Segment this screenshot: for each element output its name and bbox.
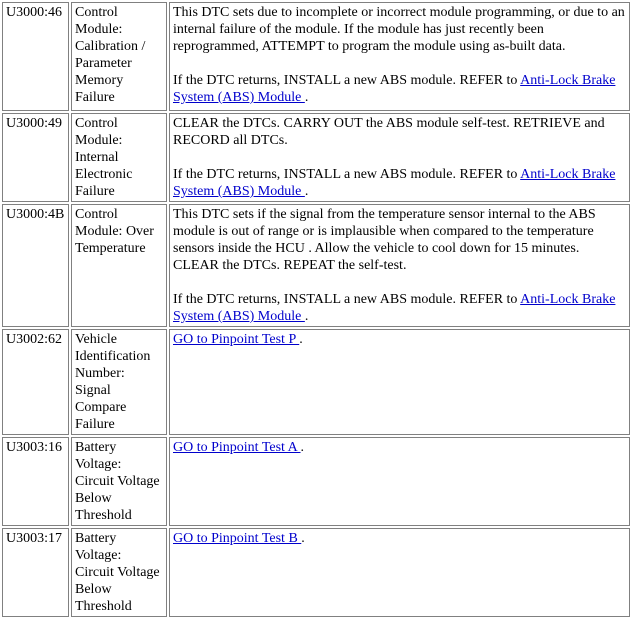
table-row: [2, 528, 630, 617]
dtc-description: Battery Voltage: Circuit Voltage Below Threshold: [71, 528, 167, 617]
dtc-code: U3000:4B: [2, 204, 69, 327]
abs-module-link[interactable]: Anti-Lock Brake System (ABS) Module: [173, 292, 616, 324]
dtc-description: Control Module: Internal Electronic Failure: [71, 113, 167, 202]
dtc-action: [169, 528, 630, 617]
abs-module-link[interactable]: Anti-Lock Brake System (ABS) Module: [173, 167, 616, 199]
followup-text: If the DTC returns, INSTALL a new ABS module. REFER to Anti-Lock Brake System (ABS) Module .: [173, 292, 616, 324]
followup-text: GO to Pinpoint Test A .: [173, 440, 305, 455]
dtc-action: [169, 2, 630, 111]
followup-text: If the DTC returns, INSTALL a new ABS module. REFER to Anti-Lock Brake System (ABS) Module .: [173, 167, 616, 199]
action-text: CLEAR the DTCs. CARRY OUT the ABS module self-test. RETRIEVE and RECORD all DTCs.: [173, 116, 605, 148]
dtc-description: Control Module: Over Temperature: [71, 204, 167, 327]
pinpoint-test-a-link[interactable]: GO to Pinpoint Test A: [173, 440, 301, 455]
dtc-description: Vehicle Identification Number: Signal Compare Failure: [71, 329, 167, 435]
table-row: [2, 204, 630, 327]
action-text: This DTC sets if the signal from the temperature sensor internal to the ABS module is out of range or is implausible when compared to the temperature sensors inside the HCU . Allow the vehicle to cool down for 15 minutes. CLEAR the DTCs. REPEAT the self-test.: [173, 207, 596, 273]
dtc-code: U3003:16: [2, 437, 69, 526]
pinpoint-test-p-link[interactable]: GO to Pinpoint Test P: [173, 332, 300, 347]
abs-module-link[interactable]: Anti-Lock Brake System (ABS) Module: [173, 73, 616, 105]
dtc-action: [169, 329, 630, 435]
table-row: [2, 437, 630, 526]
dtc-code: U3002:62: [2, 329, 69, 435]
table-row: [2, 329, 630, 435]
dtc-action: [169, 204, 630, 327]
dtc-action: [169, 113, 630, 202]
followup-text: GO to Pinpoint Test B .: [173, 531, 305, 546]
table-row: [2, 2, 630, 111]
dtc-description: Battery Voltage: Circuit Voltage Below Threshold: [71, 437, 167, 526]
dtc-code: U3003:17: [2, 528, 69, 617]
followup-text: GO to Pinpoint Test P .: [173, 332, 303, 347]
pinpoint-test-b-link[interactable]: GO to Pinpoint Test B: [173, 531, 302, 546]
action-text: This DTC sets due to incomplete or incorrect module programming, or due to an internal failure of the module. If the module has just recently been reprogrammed, ATTEMPT to program the module using as-built data.: [173, 5, 625, 54]
dtc-action: [169, 437, 630, 526]
dtc-description: Control Module: Calibration / Parameter Memory Failure: [71, 2, 167, 111]
dtc-code: U3000:46: [2, 2, 69, 111]
table-row: [2, 113, 630, 202]
followup-text: If the DTC returns, INSTALL a new ABS module. REFER to Anti-Lock Brake System (ABS) Module .: [173, 73, 616, 105]
dtc-code: U3000:49: [2, 113, 69, 202]
